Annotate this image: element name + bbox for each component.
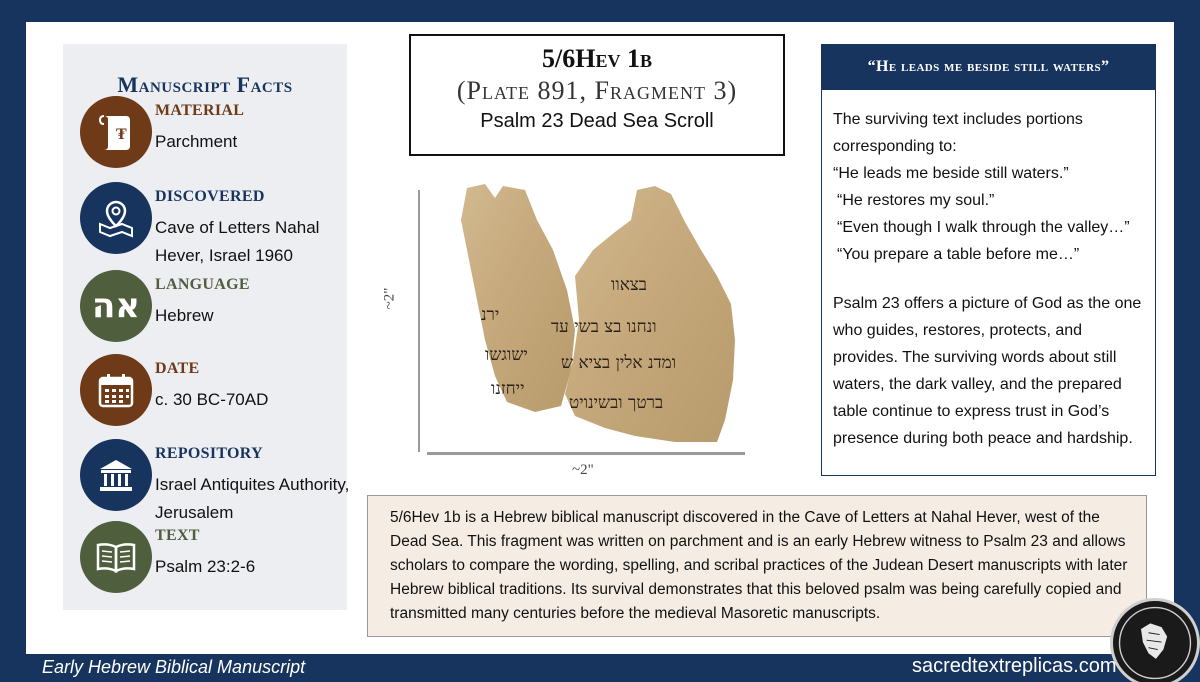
map-pin-icon [80,182,152,254]
quote-line: “He restores my soul.” [837,192,995,209]
fact-text [63,521,347,595]
manuscript-facts-sidebar [63,44,350,610]
hebrew-letters-icon: אה [80,270,152,342]
fact-value: Israel Antiquites Authority, Jerusalem [155,475,350,522]
fact-material [63,96,347,170]
fact-value: c. 30 BC-70AD [155,390,269,409]
fact-value: Parchment [155,132,238,151]
svg-text:₮: ₮ [116,126,127,143]
fact-discovered [63,182,347,265]
quote-line: “He leads me beside still waters.” [833,165,1069,182]
fact-label: DATE [155,360,200,377]
quote-line: “Even though I walk through the valley…” [837,219,1130,236]
width-axis-line [427,452,745,455]
svg-text:ייחזנו: ייחזנו [491,379,525,399]
open-book-icon [80,521,152,593]
quote-header: “He leads me beside still waters” [821,44,1156,90]
svg-text:ומדנ אלין בציא ש: ומדנ אלין בציא ש [561,353,677,373]
fact-label: DISCOVERED [155,188,265,205]
sidebar-title: Manuscript Facts [117,72,293,97]
fact-label: TEXT [155,527,200,544]
calendar-icon [80,354,152,426]
fact-value: Hebrew [155,306,214,325]
quote-intro: The surviving text includes portions corresponding to: [833,111,1083,155]
svg-text:בצאוו: בצאוו [611,275,648,295]
footer-tagline: Early Hebrew Biblical Manuscript [42,657,306,677]
title-box [409,34,785,156]
description-box [367,495,1147,637]
fact-value: Psalm 23:2-6 [155,557,256,576]
quote-body: Psalm 23 offers a picture of God as the one who guides, restores, protects, and provides. The surviving words about still waters, the dark valley, and the prepared table continue to express trust in God’s presence during both peace and hardship. [833,295,1142,447]
svg-text:ירנ: ירנ [481,305,500,325]
sacred-text-replicas-seal-logo [1110,598,1200,682]
height-axis-line [418,190,420,452]
museum-icon [80,439,152,511]
width-dimension-label: ~2" [572,462,594,478]
fact-repository [63,439,350,522]
fact-value: Cave of Letters Nahal Hever, Israel 1960 [155,218,320,265]
scroll-fragment-image [455,180,745,450]
fact-date [63,354,347,428]
fact-language [63,270,347,344]
quote-panel [821,90,1156,476]
fact-label: LANGUAGE [155,276,250,293]
quote-line: “You prepare a table before me…” [837,246,1080,263]
svg-text:ונחנו בצ בשי עד: ונחנו בצ בשי עד [551,317,657,337]
footer-website-link[interactable]: sacredtextreplicas.com [912,655,1117,677]
fact-label: MATERIAL [155,102,245,119]
fact-label: REPOSITORY [155,445,263,462]
description-text: 5/6Hev 1b is a Hebrew biblical manuscript discovered in the Cave of Letters at Nahal Hever, west of the Dead Sea. This fragment was written on parchment and is an early Hebrew witness to Psalm 23 and allows scholars to compare the wording, spelling, and scribal practices of the Judean Desert manuscripts with later Hebrew biblical traditions. Its survival demonstrates that this beloved psalm was being carefully copied and transmitted many centuries before the medieval Masoretic manuscripts. [390,509,1128,622]
svg-text:ישוגשו: ישוגשו [485,345,528,365]
manuscript-title: 5/6Hev 1b [542,44,652,73]
scroll-description: Psalm 23 Dead Sea Scroll [480,110,714,132]
scroll-icon [80,96,152,168]
svg-text:ברטך ובשינויט: ברטך ובשינויט [569,393,664,413]
height-dimension-label: ~2" [381,287,398,310]
plate-subtitle: (Plate 891, Fragment 3) [456,76,738,105]
